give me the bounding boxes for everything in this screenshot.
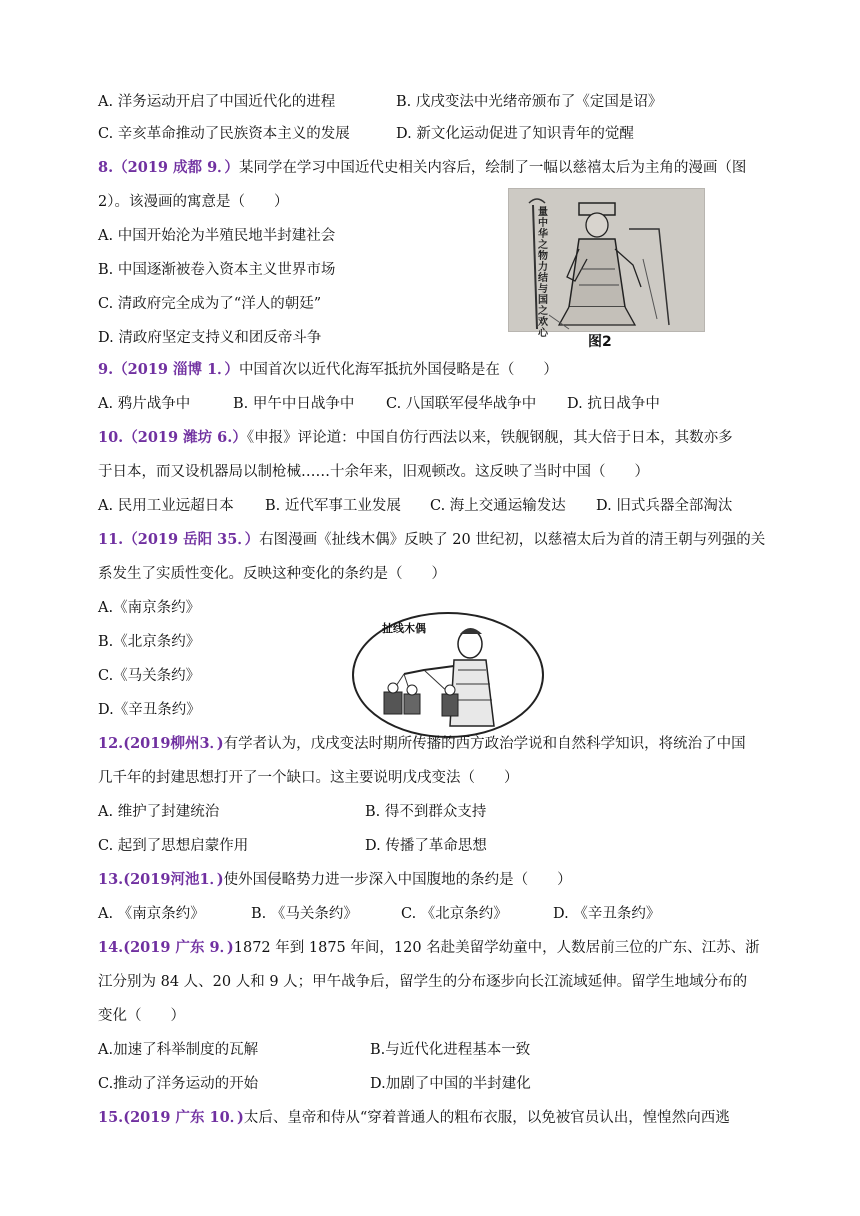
question-12-line1: [98, 734, 746, 754]
option-b-q12: B. 得不到群众支持: [365, 804, 487, 820]
option-c-q7: C. 辛亥革命推动了民族资本主义的发展: [98, 126, 350, 142]
question-14-line1: [98, 938, 760, 958]
question-source: （2019 岳阳 35．）: [123, 531, 260, 548]
question-stem: 有学者认为，戊戌变法时期所传播的西方政治学说和自然科学知识，将统治了中国: [223, 736, 746, 752]
option-a-q11: A.《南京条约》: [98, 600, 201, 616]
question-source: （2019 淄博 1．）: [113, 361, 239, 378]
option-d-q13: D. 《辛丑条约》: [553, 906, 661, 922]
option-b-q7: B. 戊戌变法中光绪帝颁布了《定国是诏》: [396, 94, 663, 110]
question-number: 14.: [98, 939, 124, 956]
question-stem: 1872 年到 1875 年间，120 名赴美留学幼童中，人数居前三位的广东、江苏、浙: [233, 940, 760, 956]
question-stem: 某同学在学习中国近代史相关内容后，绘制了一幅以慈禧太后为主角的漫画（图: [238, 160, 747, 176]
option-a-q13: A. 《南京条约》: [98, 906, 205, 922]
option-b-q8: B. 中国逐渐被卷入资本主义世界市场: [98, 262, 336, 278]
option-b-q10: B. 近代军事工业发展: [265, 498, 401, 514]
question-8-line2: 2）。该漫画的寓意是（ ）: [98, 194, 289, 210]
question-stem: 太后、皇帝和侍从“穿着普通人的粗布衣服，以免被官员认出，惶惶然向西逃: [243, 1110, 730, 1126]
puppet-cartoon-title: 扯线木偶: [382, 622, 426, 635]
question-number: 9.: [98, 361, 114, 378]
question-number: 12.: [98, 735, 124, 752]
puppet-cartoon-image: [352, 612, 544, 738]
question-14-line3: 变化（ ）: [98, 1008, 185, 1024]
option-c-q12: C. 起到了思想启蒙作用: [98, 838, 249, 854]
question-stem: 使外国侵略势力进一步深入中国腹地的条约是（ ）: [223, 872, 572, 888]
question-stem: 《申报》评论道：中国自仿行西法以来，铁舰钢舰，其大倍于日本，其数亦多: [246, 430, 733, 446]
question-number: 11.: [98, 531, 124, 548]
option-c-q11: C.《马关条约》: [98, 668, 201, 684]
option-c-q10: C. 海上交通运输发达: [430, 498, 566, 514]
question-source: (2019 广东 9．): [123, 939, 234, 956]
question-number: 13.: [98, 871, 124, 888]
option-a-q10: A. 民用工业远超日本: [98, 498, 234, 514]
question-10-line2: 于日本，而又设机器局以制枪械……十余年来，旧观顿改。这反映了当时中国（ ）: [98, 464, 649, 480]
cixi-cartoon-image: [508, 188, 705, 339]
question-12-line2: 几千年的封建思想打开了一个缺口。这主要说明戊戌变法（ ）: [98, 770, 519, 786]
option-a-q14: A.加速了科举制度的瓦解: [98, 1042, 259, 1058]
question-source: （2019 潍坊 6.）: [123, 429, 247, 446]
option-c-q9: C. 八国联军侵华战争中: [386, 396, 537, 412]
question-number: 10.: [98, 429, 124, 446]
option-a-q12: A. 维护了封建统治: [98, 804, 220, 820]
question-stem: 右图漫画《扯线木偶》反映了 20 世纪初，以慈禧太后为首的清王朝与列强的关: [259, 532, 766, 548]
question-source: （2019 成都 9．）: [113, 159, 239, 176]
question-14-line2: 江分别为 84 人、20 人和 9 人；甲午战争后，留学生的分布逐步向长江流域延伸。留学生地域分布的: [98, 974, 748, 990]
option-c-q14: C.推动了洋务运动的开始: [98, 1076, 259, 1092]
option-b-q14: B.与近代化进程基本一致: [370, 1042, 531, 1058]
option-d-q8: D. 清政府坚定支持义和团反帝斗争: [98, 330, 322, 346]
option-b-q13: B. 《马关条约》: [251, 906, 358, 922]
option-d-q12: D. 传播了革命思想: [365, 838, 487, 854]
question-8-line1: [98, 158, 746, 178]
question-source: (2019 广东 10．): [123, 1109, 244, 1126]
cixi-cartoon-vertical-text: 量中华之物力结与国之欢心: [538, 207, 548, 339]
option-d-q7: D. 新文化运动促进了知识青年的觉醒: [396, 126, 634, 142]
question-13-line1: [98, 870, 572, 890]
option-c-q13: C. 《北京条约》: [401, 906, 508, 922]
option-c-q8: C. 清政府完全成为了“洋人的朝廷”: [98, 296, 322, 312]
figure-2-caption: 图2: [588, 334, 612, 350]
question-15-line1: [98, 1108, 730, 1128]
question-number: 8.: [98, 159, 114, 176]
question-11-line2: 系发生了实质性变化。反映这种变化的条约是（ ）: [98, 566, 446, 582]
question-source: (2019柳州3．): [123, 735, 224, 752]
option-d-q9: D. 抗日战争中: [567, 396, 660, 412]
option-a-q9: A. 鸦片战争中: [98, 396, 191, 412]
option-a-q7: A. 洋务运动开启了中国近代化的进程: [98, 94, 336, 110]
option-b-q11: B.《北京条约》: [98, 634, 201, 650]
option-d-q14: D.加剧了中国的半封建化: [370, 1076, 531, 1092]
question-9-line1: [98, 360, 558, 380]
question-number: 15.: [98, 1109, 124, 1126]
question-stem: 中国首次以近代化海军抵抗外国侵略是在（ ）: [238, 362, 558, 378]
question-11-line1: [98, 530, 765, 550]
option-a-q8: A. 中国开始沦为半殖民地半封建社会: [98, 228, 336, 244]
option-d-q11: D.《辛丑条约》: [98, 702, 201, 718]
option-b-q9: B. 甲午中日战争中: [233, 396, 355, 412]
question-10-line1: [98, 428, 733, 448]
option-d-q10: D. 旧式兵器全部淘汰: [596, 498, 733, 514]
question-source: (2019河池1．): [123, 871, 224, 888]
